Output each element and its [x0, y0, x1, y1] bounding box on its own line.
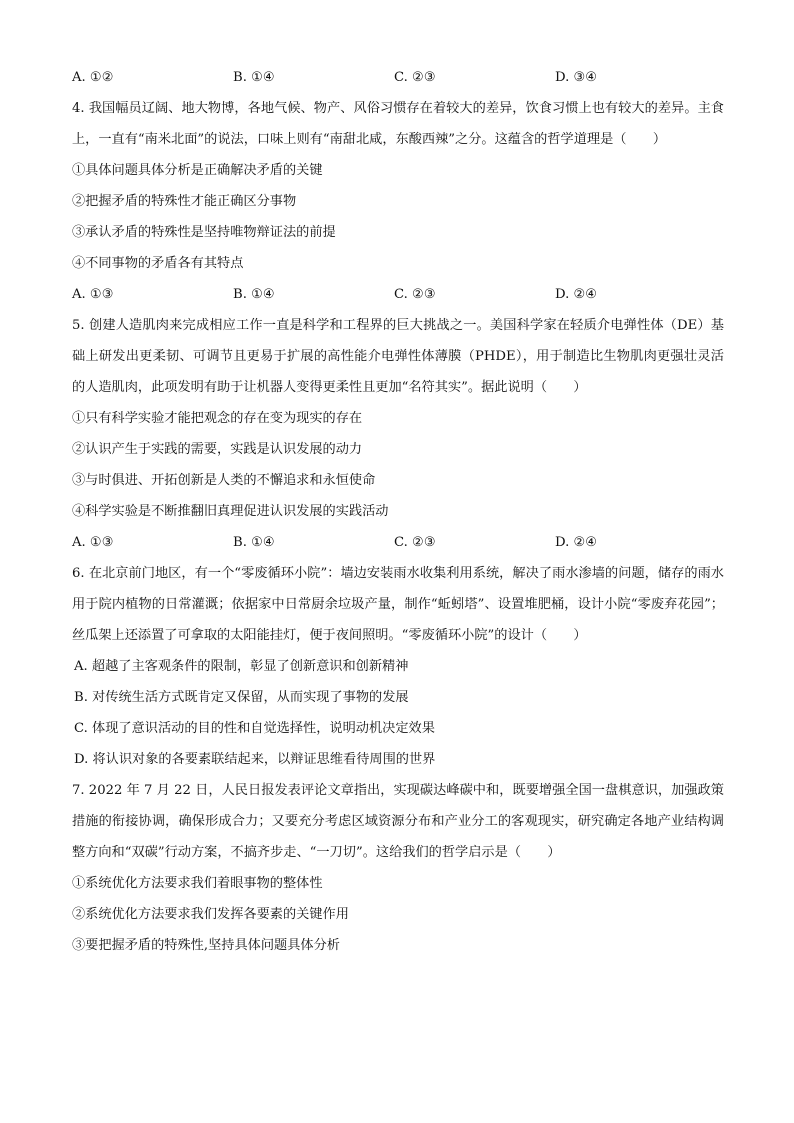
q4-item-2: ②把握矛盾的特殊性才能正确区分事物 — [72, 194, 297, 209]
q7-item-1: ①系统优化方法要求我们着眼事物的整体性 — [72, 876, 323, 891]
q4-item-3: ③承认矛盾的特殊性是坚持唯物辩证法的前提 — [72, 225, 336, 240]
q5-option-c: C. ②③ — [394, 535, 436, 550]
q7-item-3: ③要把握矛盾的特殊性,坚持具体问题具体分析 — [72, 938, 340, 953]
q4-option-c: C. ②③ — [394, 287, 436, 302]
q6-choice-c: C. 体现了意识活动的目的性和自觉选择性，说明动机决定效果 — [74, 721, 435, 736]
q6-stem: 6. 在北京前门地区，有一个“零废循环小院”：墙边安装雨水收集利用系统，解决了雨水渗墙的问题，储存的雨水用于院内植物的日常灌溉；依据家中日常厨余垃圾产量，制作“蚯蚓塔”、设置堆肥桶，设计小院“零废弃花园”；丝瓜架上还添置了可拿取的太阳能挂灯，便于夜间照明。“零废循环小院”的设计（ ） — [72, 566, 724, 643]
q4-option-d: D. ②④ — [555, 287, 598, 302]
q4-option-a: A. ①③ — [72, 287, 114, 302]
q5-stem: 5. 创建人造肌肉来完成相应工作一直是科学和工程界的巨大挑战之一。美国科学家在轻质介电弹性体（DE）基础上研发出更柔韧、可调节且更易于扩展的高性能介电弹性体薄膜（PHDE），用于制造比生物肌肉更强壮灵活的人造肌肉，此项发明有助于让机器人变得更柔性且更加“名符其实”。据此说明（ ） — [72, 318, 724, 395]
q5-option-d: D. ②④ — [555, 535, 598, 550]
q4-item-1: ①具体问题具体分析是正确解决矛盾的关键 — [72, 163, 323, 178]
q6-choice-b: B. 对传统生活方式既肯定又保留，从而实现了事物的发展 — [74, 690, 409, 705]
q3-option-b: B. ①④ — [233, 70, 275, 85]
q5-option-b: B. ①④ — [233, 535, 275, 550]
q4-item-4: ④不同事物的矛盾各有其特点 — [72, 256, 244, 271]
q5-item-3: ③与时俱进、开拓创新是人类的不懈追求和永恒使命 — [72, 473, 376, 488]
q5-item-1: ①只有科学实验才能把观念的存在变为现实的存在 — [72, 411, 363, 426]
q5-item-2: ②认识产生于实践的需要，实践是认识发展的动力 — [72, 442, 363, 457]
q4-option-b: B. ①④ — [233, 287, 275, 302]
q6-choice-d: D. 将认识对象的各要素联结起来，以辩证思维看待周围的世界 — [74, 752, 436, 767]
q5-options — [72, 527, 724, 558]
q7-stem: 7. 2022 年 7 月 22 日，人民日报发表评论文章指出，实现碳达峰碳中和，既要增强全国一盘棋意识，加强政策措施的衔接协调，确保形成合力；又要充分考虑区域资源分布和产业分工的客观现实，研究确定各地产业结构调整方向和“双碳”行动方案，不搞齐步走、“一刀切”。这给我们的哲学启示是（ ） — [72, 783, 724, 860]
q6-choice-a: A. 超越了主客观条件的限制，彰显了创新意识和创新精神 — [74, 659, 409, 674]
exam-page — [72, 62, 724, 961]
q3-options — [72, 62, 724, 93]
q4-stem: 4. 我国幅员辽阔、地大物博，各地气候、物产、风俗习惯存在着较大的差异，饮食习惯上也有较大的差异。主食上，一直有“南米北面”的说法，口味上则有“南甜北咸，东酸西辣”之分。这蕴含的哲学道理是（ ） — [72, 101, 724, 147]
q7-item-2: ②系统优化方法要求我们发挥各要素的关键作用 — [72, 907, 349, 922]
q5-option-a: A. ①③ — [72, 535, 114, 550]
q3-option-a: A. ①② — [72, 70, 114, 85]
q3-option-c: C. ②③ — [394, 70, 436, 85]
q4-options — [72, 279, 724, 310]
q5-item-4: ④科学实验是不断推翻旧真理促进认识发展的实践活动 — [72, 504, 389, 519]
q3-option-d: D. ③④ — [555, 70, 598, 85]
